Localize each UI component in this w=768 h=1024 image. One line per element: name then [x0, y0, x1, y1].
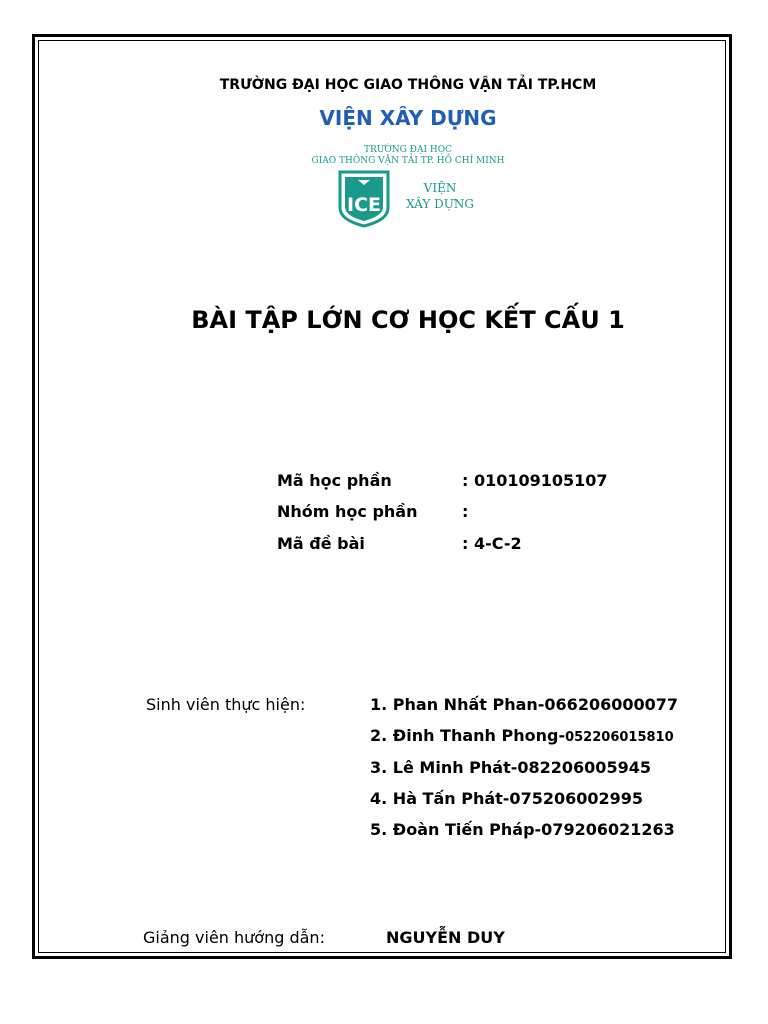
course-group-value: :	[462, 502, 469, 521]
ice-badge-icon	[336, 168, 476, 228]
student-item	[370, 820, 675, 839]
student-number: 4.	[370, 789, 388, 808]
student-item	[370, 726, 674, 745]
supervisor-name: NGUYỄN DUY	[386, 928, 505, 947]
student-number: 1.	[370, 695, 388, 714]
supervisor-label: Giảng viên hướng dẫn:	[143, 928, 325, 947]
students-label: Sinh viên thực hiện:	[146, 695, 306, 714]
student-item	[370, 695, 678, 714]
student-name: Phan Nhất Phan-066206000077	[392, 695, 679, 714]
course-code-value: : 010109105107	[462, 471, 608, 490]
report-title: BÀI TẬP LỚN CƠ HỌC KẾT CẤU 1	[191, 306, 625, 334]
institute-name: VIỆN XÂY DỰNG	[319, 106, 497, 130]
logo-name-line2: XÂY DỰNG	[406, 197, 474, 211]
student-name: Lê Minh Phát-082206005945	[392, 758, 651, 777]
logo-name-line1: VIỆN	[423, 181, 457, 195]
assignment-code-label: Mã đề bài	[277, 534, 365, 553]
assignment-code-value: : 4-C-2	[462, 534, 522, 553]
university-name: TRƯỜNG ĐẠI HỌC GIAO THÔNG VẬN TẢI TP.HCM	[219, 77, 597, 93]
student-name: Hà Tấn Phát-075206002995	[392, 789, 644, 808]
logo-caption-line2: GIAO THÔNG VẬN TẢI TP. HỒ CHÍ MINH	[311, 156, 505, 166]
student-item	[370, 758, 651, 777]
student-item	[370, 789, 643, 808]
student-name: Đoàn Tiến Pháp-079206021263	[392, 820, 675, 839]
badge-year: 1997	[358, 184, 370, 189]
badge-text: ICE	[347, 194, 381, 216]
course-code-label: Mã học phần	[277, 471, 392, 490]
student-number: 2.	[370, 726, 388, 745]
logo-caption-line1: TRƯỜNG ĐẠI HỌC	[364, 145, 452, 155]
student-name: Đinh Thanh Phong-	[392, 726, 566, 745]
student-number: 3.	[370, 758, 388, 777]
student-id: 052206015810	[565, 730, 674, 745]
student-number: 5.	[370, 820, 388, 839]
institute-logo	[336, 168, 476, 228]
course-group-label: Nhóm học phần	[277, 502, 418, 521]
